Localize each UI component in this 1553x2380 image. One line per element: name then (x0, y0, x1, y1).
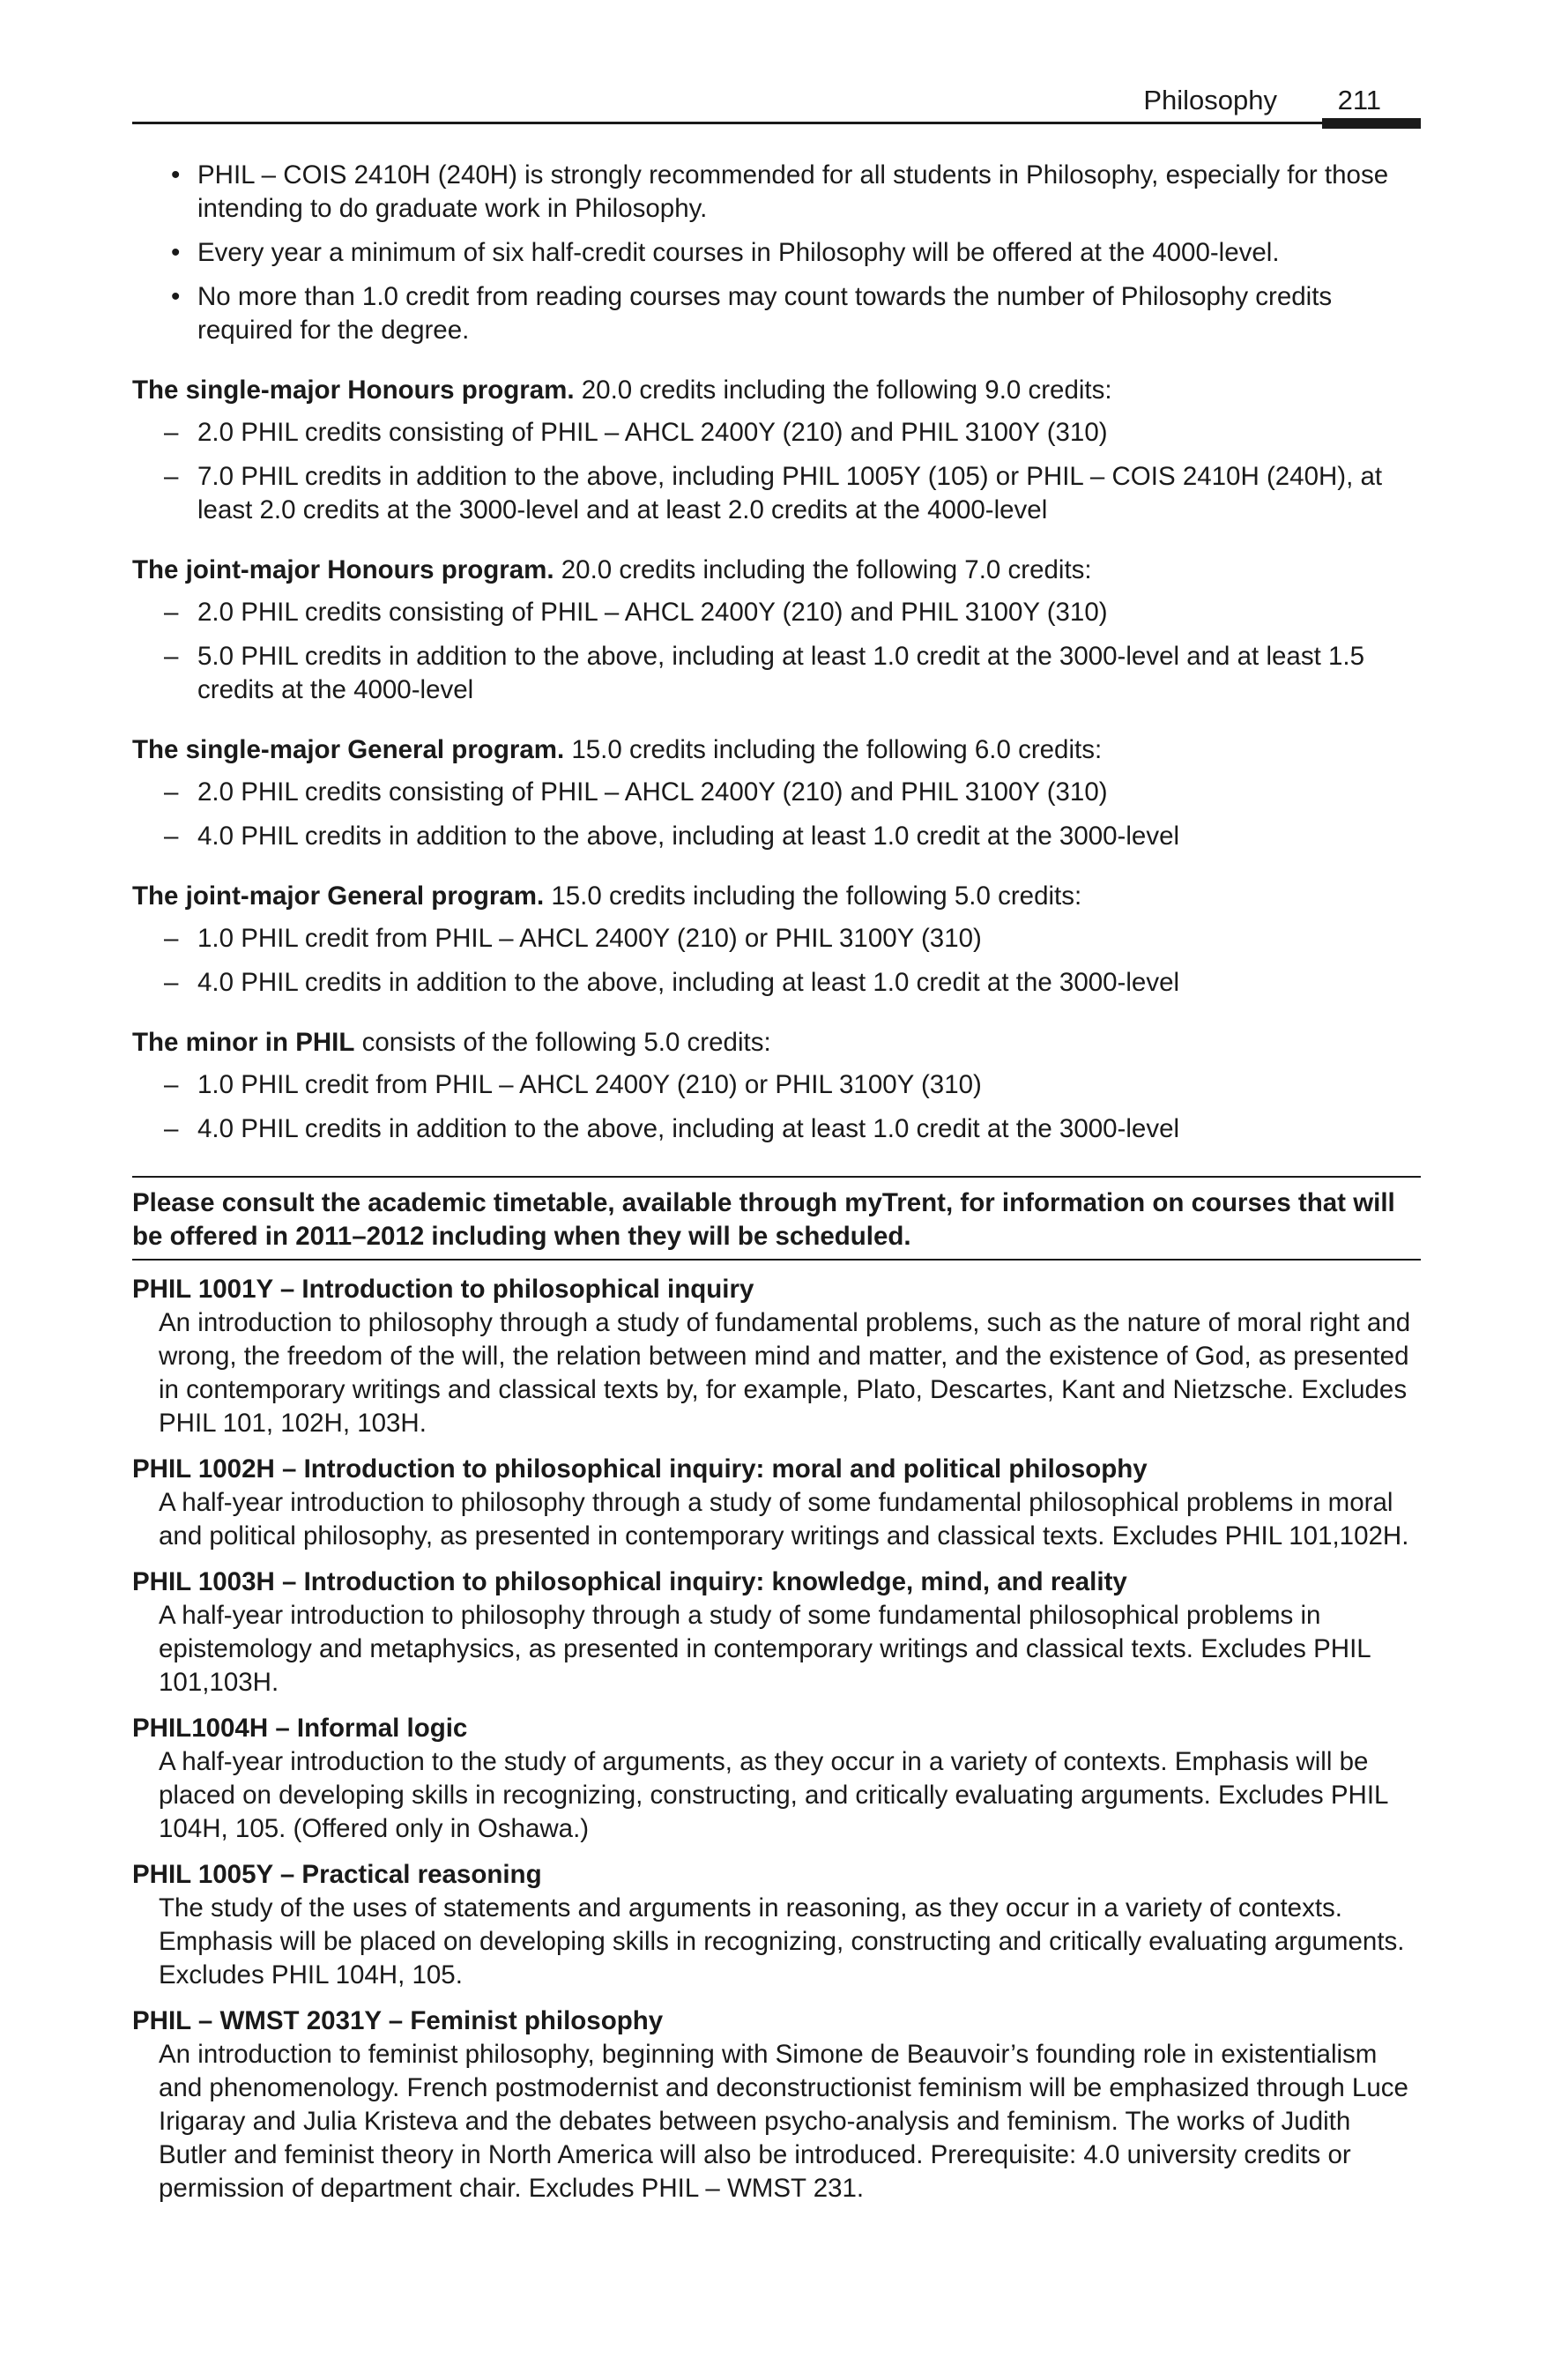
requirement-text: 7.0 PHIL credits in addition to the above, including PHIL 1005Y (105) or PHIL – COIS 2410H (240H), at least 2.0 credits at the 3000-level and at least 2.0 credits at the 4000-level (197, 462, 1383, 524)
requirement-item (132, 416, 1421, 450)
requirement-text: 5.0 PHIL credits in addition to the above, including at least 1.0 credit at the 3000-level and at least 1.5 credits at the 4000-level (197, 642, 1364, 704)
requirement-item (132, 1068, 1421, 1102)
note-text: No more than 1.0 credit from reading courses may count towards the number of Philosophy credits required for the degree. (197, 282, 1333, 345)
program-title: The minor in PHIL (132, 1028, 355, 1057)
course-entry (132, 1858, 1421, 1992)
requirement-item (132, 1112, 1421, 1146)
course-entry (132, 1712, 1421, 1846)
requirement-text: 2.0 PHIL credits consisting of PHIL – AHCL 2400Y (210) and PHIL 3100Y (310) (197, 598, 1108, 627)
notes-list (132, 159, 1421, 347)
header-tab (1322, 118, 1421, 129)
program-requirements (132, 922, 1421, 1000)
requirement-item (132, 922, 1421, 956)
program-title: The single-major General program. (132, 735, 565, 764)
program-summary: consists of the following 5.0 credits: (354, 1028, 771, 1057)
dash-mark: – (164, 1070, 179, 1099)
course-description: An introduction to feminist philosophy, beginning with Simone de Beauvoir’s founding role in existentialism and phenomenology. French postmodernist and deconstructionist feminism will be emphasized through Luce Irigaray and Julia Kristeva and the debates between psycho-analysis and feminism. The works of Judith Butler and feminist theory in North America will also be introduced. Prerequisite: 4.0 university credits or permission of department chair. Excludes PHIL – WMST 231. (159, 2040, 1408, 2203)
dash-mark: – (164, 598, 179, 627)
note-item (132, 159, 1421, 226)
dash-mark: – (164, 924, 179, 953)
bullet-mark: • (171, 282, 181, 311)
program-joint-major-honours (132, 554, 1421, 707)
course-title: PHIL 1003H – Introduction to philosophical inquiry: knowledge, mind, and reality (132, 1567, 1127, 1596)
course-title: PHIL 1005Y – Practical reasoning (132, 1860, 542, 1889)
course-description: A half-year introduction to the study of arguments, as they occur in a variety of contexts. Emphasis will be placed on developing skills in recognizing, constructing, and critically evaluating arguments. Excludes PHIL 104H, 105. (Offered only in Oshawa.) (159, 1747, 1388, 1843)
program-summary: 15.0 credits including the following 6.0 credits: (564, 735, 1103, 764)
dash-mark: – (164, 777, 179, 807)
note-text: Every year a minimum of six half-credit courses in Philosophy will be offered at the 4000-level. (197, 238, 1280, 267)
course-entry (132, 1453, 1421, 1553)
program-heading (132, 374, 1421, 407)
course-entry (132, 1273, 1421, 1440)
requirement-text: 2.0 PHIL credits consisting of PHIL – AHCL 2400Y (210) and PHIL 3100Y (310) (197, 418, 1108, 447)
requirement-text: 4.0 PHIL credits in addition to the above, including at least 1.0 credit at the 3000-level (197, 822, 1180, 851)
program-title: The single-major Honours program. (132, 376, 575, 405)
requirement-text: 4.0 PHIL credits in addition to the above, including at least 1.0 credit at the 3000-level (197, 968, 1180, 997)
running-header (132, 74, 1421, 123)
dash-mark: – (164, 968, 179, 997)
course-title: PHIL 1002H – Introduction to philosophical inquiry: moral and political philosophy (132, 1454, 1148, 1484)
program-requirements (132, 1068, 1421, 1146)
requirement-item (132, 460, 1421, 527)
course-description: A half-year introduction to philosophy through a study of some fundamental philosophical problems in moral and political philosophy, as presented in contemporary writings and classical texts. Excludes PHIL 101,102H. (159, 1488, 1409, 1551)
course-title: PHIL1004H – Informal logic (132, 1714, 468, 1743)
program-minor (132, 1026, 1421, 1146)
program-requirements (132, 596, 1421, 707)
page-number: 211 (1337, 85, 1381, 115)
program-summary: 20.0 credits including the following 9.0 credits: (574, 376, 1112, 405)
content (132, 159, 1421, 2205)
course-title: PHIL 1001Y – Introduction to philosophical inquiry (132, 1275, 754, 1304)
dash-mark: – (164, 418, 179, 447)
requirement-item (132, 596, 1421, 629)
dash-mark: – (164, 822, 179, 851)
dash-mark: – (164, 462, 179, 491)
program-requirements (132, 416, 1421, 527)
course-entry (132, 1566, 1421, 1699)
requirement-item (132, 966, 1421, 1000)
program-heading (132, 554, 1421, 587)
bullet-mark: • (171, 238, 181, 267)
program-single-major-general (132, 733, 1421, 853)
course-description: An introduction to philosophy through a study of fundamental problems, such as the nature of moral right and wrong, the freedom of the will, the relation between mind and matter, and the existence of God, as presented in contemporary writings and classical texts by, for example, Plato, Descartes, Kant and Nietzsche. Excludes PHIL 101, 102H, 103H. (159, 1308, 1411, 1438)
program-requirements (132, 776, 1421, 853)
bullet-mark: • (171, 160, 181, 190)
program-heading (132, 880, 1421, 913)
requirement-item (132, 820, 1421, 853)
course-description: The study of the uses of statements and arguments in reasoning, as they occur in a variety of contexts. Emphasis will be placed on developing skills in recognizing, constructing and critically evaluating arguments. Excludes PHIL 104H, 105. (159, 1893, 1405, 1990)
note-item (132, 280, 1421, 347)
header-rule (132, 122, 1421, 124)
course-entry (132, 2004, 1421, 2205)
requirement-item (132, 640, 1421, 707)
dash-mark: – (164, 1114, 179, 1143)
course-title: PHIL – WMST 2031Y – Feminist philosophy (132, 2006, 664, 2035)
dash-mark: – (164, 642, 179, 671)
note-text: PHIL – COIS 2410H (240H) is strongly recommended for all students in Philosophy, especially for those intending to do graduate work in Philosophy. (197, 160, 1389, 223)
program-summary: 15.0 credits including the following 5.0 credits: (544, 881, 1082, 911)
program-heading (132, 1026, 1421, 1060)
program-joint-major-general (132, 880, 1421, 1000)
course-description: A half-year introduction to philosophy through a study of some fundamental philosophical problems in epistemology and metaphysics, as presented in contemporary writings and classical texts. Excludes PHIL 101,103H. (159, 1601, 1371, 1697)
requirement-item (132, 776, 1421, 809)
requirement-text: 4.0 PHIL credits in addition to the above, including at least 1.0 credit at the 3000-level (197, 1114, 1180, 1143)
requirement-text: 1.0 PHIL credit from PHIL – AHCL 2400Y (210) or PHIL 3100Y (310) (197, 924, 982, 953)
requirement-text: 1.0 PHIL credit from PHIL – AHCL 2400Y (210) or PHIL 3100Y (310) (197, 1070, 982, 1099)
program-summary: 20.0 credits including the following 7.0 credits: (554, 555, 1092, 584)
requirement-text: 2.0 PHIL credits consisting of PHIL – AHCL 2400Y (210) and PHIL 3100Y (310) (197, 777, 1108, 807)
program-title: The joint-major Honours program. (132, 555, 554, 584)
note-item (132, 236, 1421, 270)
program-single-major-honours (132, 374, 1421, 527)
program-title: The joint-major General program. (132, 881, 545, 911)
program-heading (132, 733, 1421, 767)
section-title: Philosophy (1143, 85, 1277, 115)
timetable-notice: Please consult the academic timetable, available through myTrent, for information on courses that will be offered in 2011–2012 including when they will be scheduled. (132, 1176, 1421, 1261)
